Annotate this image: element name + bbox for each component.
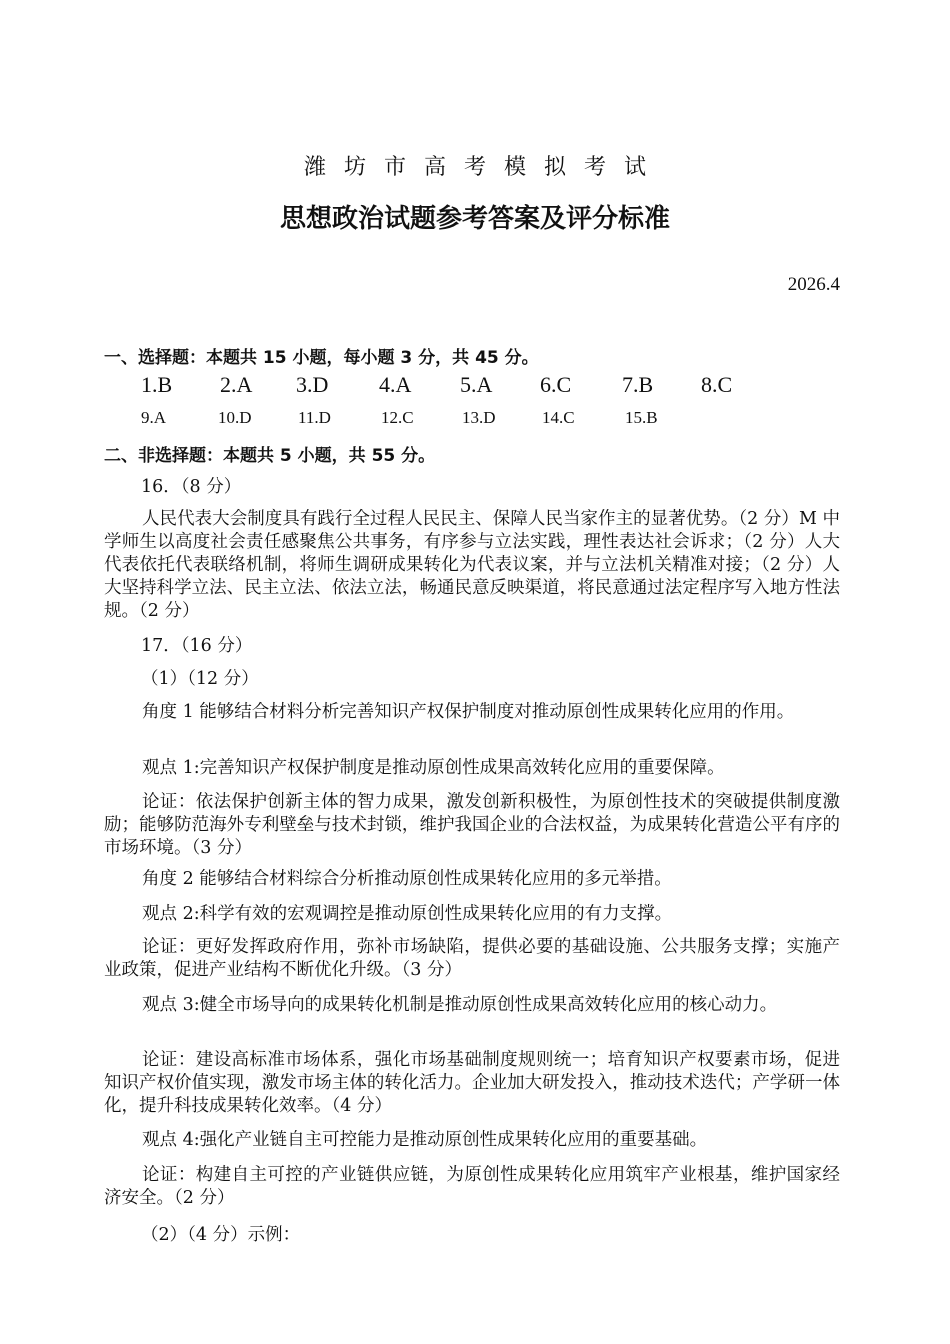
question-17-part2-label: （2）（4 分）示例：: [141, 1225, 301, 1245]
section1-heading: 一、选择题：本题共 15 小题，每小题 3 分，共 45 分。: [104, 348, 539, 368]
argument-2: 论证：更好发挥政府作用，弥补市场缺陷，提供必要的基础设施、公共服务支撑；实施产业政策，促进产业结构不断优化升级。（3 分）: [104, 937, 840, 980]
argument-4: 论证：构建自主可控的产业链供应链，为原创性成果转化应用筑牢产业根基，维护国家经济安全。（2 分）: [104, 1165, 840, 1208]
answer-item: 10.D: [218, 408, 252, 427]
exam-name: 潍坊市高考模拟考试: [303, 155, 664, 180]
answer-item: 2.A: [220, 372, 253, 397]
view-3: 观点 3:健全市场导向的成果转化机制是推动原创性成果高效转化应用的核心动力。: [142, 995, 778, 1015]
answer-item: 14.C: [542, 408, 575, 427]
question-16-answer: 人民代表大会制度具有践行全过程人民民主、保障人民当家作主的显著优势。（2 分）M 中学师生以高度社会责任感聚焦公共事务，有序参与立法实践，理性表达社会诉求；（2 分）人大代表依托代表联络机制，将师生调研成果转化为代表议案，并与立法机关精准对接；（2 分）人大坚持科学立法、民主立法、依法立法，畅通民意反映渠道，将民意通过法定程序写入地方性法规。（2 分）: [104, 509, 840, 621]
answer-item: 6.C: [540, 372, 572, 397]
angle-2: 角度 2 能够结合材料综合分析推动原创性成果转化应用的多元举措。: [142, 869, 672, 889]
argument-1: 论证：依法保护创新主体的智力成果，激发创新积极性，为原创性技术的突破提供制度激励；能够防范海外专利壁垒与技术封锁，维护我国企业的合法权益，为成果转化营造公平有序的市场环境。（3 分）: [104, 792, 840, 858]
answer-item: 7.B: [622, 372, 654, 397]
view-2: 观点 2:科学有效的宏观调控是推动原创性成果转化应用的有力支撑。: [142, 904, 673, 924]
answer-item: 3.D: [296, 372, 329, 397]
answer-item: 5.A: [460, 372, 493, 397]
question-17-part1-label: （1）（12 分）: [141, 669, 259, 689]
answer-item: 12.C: [381, 408, 414, 427]
document-title: 思想政治试题参考答案及评分标准: [279, 204, 670, 234]
answer-item: 4.A: [379, 372, 412, 397]
angle-1: 角度 1 能够结合材料分析完善知识产权保护制度对推动原创性成果转化应用的作用。: [142, 702, 795, 722]
question-16-label: 16．（8 分）: [141, 477, 242, 497]
argument-3: 论证：建设高标准市场体系，强化市场基础制度规则统一；培育知识产权要素市场，促进知识产权价值实现，激发市场主体的转化活力。企业加大研发投入，推动技术迭代；产学研一体化，提升科技成果转化效率。（4 分）: [104, 1050, 840, 1116]
question-17-label: 17．（16 分）: [141, 636, 253, 656]
section2-heading: 二、非选择题：本题共 5 小题，共 55 分。: [104, 446, 436, 466]
answer-item: 11.D: [298, 408, 331, 427]
answer-item: 1.B: [141, 372, 173, 397]
answer-item: 15.B: [625, 408, 658, 427]
view-4: 观点 4:强化产业链自主可控能力是推动原创性成果转化应用的重要基础。: [142, 1130, 708, 1150]
answer-item: 13.D: [462, 408, 496, 427]
document-date: 2026.4: [787, 274, 840, 295]
view-1: 观点 1:完善知识产权保护制度是推动原创性成果高效转化应用的重要保障。: [142, 758, 725, 778]
answer-item: 9.A: [141, 408, 167, 427]
answer-item: 8.C: [701, 372, 733, 397]
